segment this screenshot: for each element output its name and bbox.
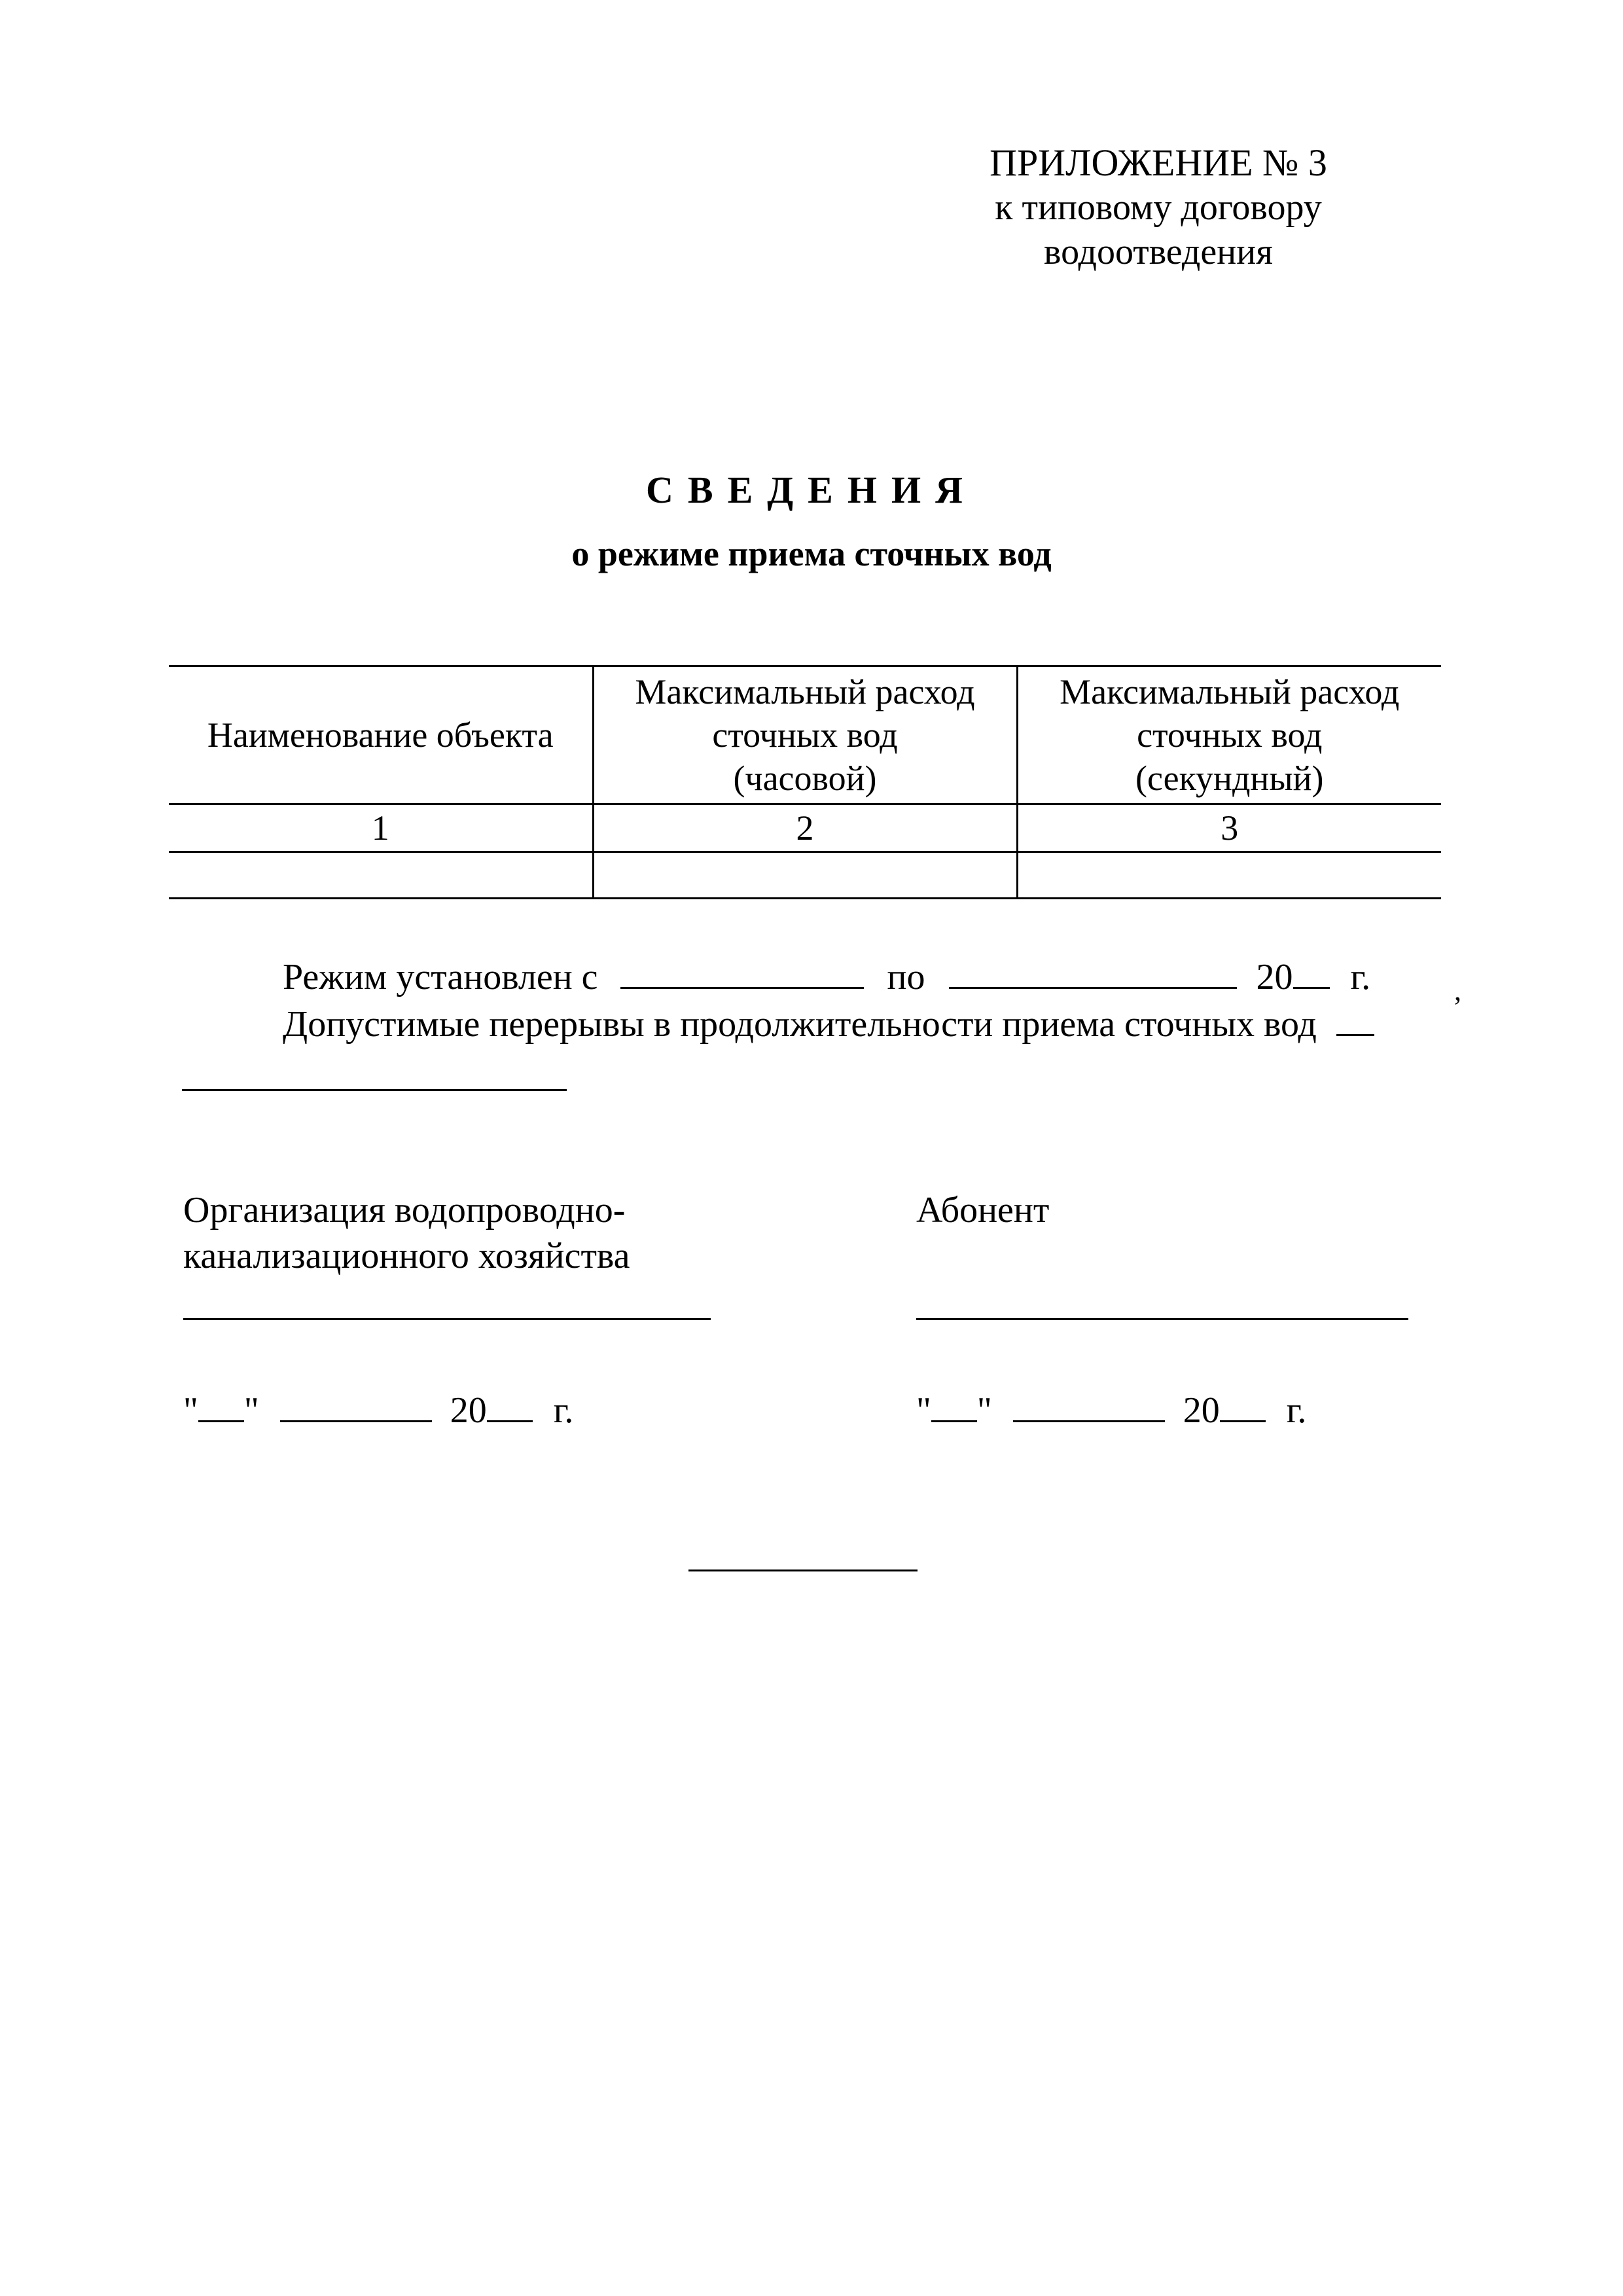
date-right-year-field[interactable] — [1220, 1386, 1266, 1422]
regime-to-field[interactable] — [949, 953, 1237, 989]
regime-from-field[interactable] — [620, 953, 864, 989]
date-left-close-quote: " — [243, 1390, 259, 1431]
signature-left-line-2: канализационного хозяйства — [183, 1236, 630, 1276]
regime-year-suffix: г. — [1350, 957, 1371, 997]
appendix-header — [969, 141, 1348, 274]
header-hourly-line-3: (часовой) — [733, 759, 877, 798]
header-object-name: Наименование объекта — [169, 666, 593, 804]
date-left-year-prefix: 20 — [450, 1390, 487, 1431]
header-secondly-flow — [1017, 666, 1441, 804]
column-number: 3 — [1017, 804, 1441, 852]
table-cell-empty[interactable] — [1017, 852, 1441, 899]
appendix-line-2: к типовому договору — [995, 187, 1322, 228]
column-number: 2 — [593, 804, 1017, 852]
signature-right-label: Абонент — [916, 1190, 1050, 1230]
date-right-open-quote: " — [916, 1390, 931, 1431]
header-hourly-line-1: Максимальный расход — [635, 672, 975, 711]
document-subtitle: о режиме приема сточных вод — [571, 534, 1052, 573]
date-left-open-quote: " — [183, 1390, 198, 1431]
date-right-close-quote: " — [976, 1390, 992, 1431]
signature-left-line-1: Организация водопроводно- — [183, 1190, 626, 1230]
header-secondly-line-1: Максимальный расход — [1060, 672, 1400, 711]
table-number-row — [169, 804, 1441, 852]
date-left-month-field[interactable] — [280, 1386, 432, 1422]
regime-year-prefix: 20 — [1256, 957, 1293, 997]
appendix-line-3: водоотведения — [1044, 232, 1273, 272]
header-hourly-flow — [593, 666, 1017, 804]
regime-to-label: по — [887, 957, 925, 997]
regime-from-label: Режим установлен с — [283, 957, 598, 997]
signature-right-line[interactable] — [916, 1318, 1408, 1320]
document-title: СВЕДЕНИЯ — [646, 469, 977, 511]
header-hourly-line-2: сточных вод — [712, 715, 898, 755]
appendix-title: ПРИЛОЖЕНИЕ № 3 — [990, 141, 1327, 184]
breaks-field-continuation[interactable] — [182, 1089, 567, 1091]
date-left-day-field[interactable] — [198, 1386, 244, 1422]
header-secondly-line-2: сточных вод — [1137, 715, 1323, 755]
signature-left-block — [183, 1187, 630, 1279]
table-header-row — [169, 666, 1441, 804]
breaks-line — [283, 1000, 1374, 1045]
stray-mark: , — [1454, 975, 1461, 1007]
table-row — [169, 852, 1441, 899]
date-right-month-field[interactable] — [1013, 1386, 1165, 1422]
breaks-label: Допустимые перерывы в продолжительности приема сточных вод — [283, 1004, 1317, 1045]
signature-left-line[interactable] — [183, 1318, 711, 1320]
date-right-day-field[interactable] — [931, 1386, 977, 1422]
date-left-year-suffix: г. — [553, 1390, 574, 1431]
regime-year-field[interactable] — [1293, 953, 1330, 989]
closing-separator — [688, 1570, 918, 1571]
date-left-year-field[interactable] — [487, 1386, 533, 1422]
breaks-field-short[interactable] — [1336, 1000, 1374, 1036]
date-right — [916, 1386, 1306, 1431]
date-right-year-prefix: 20 — [1183, 1390, 1220, 1431]
table-cell-empty[interactable] — [593, 852, 1017, 899]
regime-period-line — [283, 953, 1370, 998]
column-number: 1 — [169, 804, 593, 852]
wastewater-table — [169, 665, 1441, 899]
table-cell-empty[interactable] — [169, 852, 593, 899]
date-left — [183, 1386, 573, 1431]
date-right-year-suffix: г. — [1286, 1390, 1307, 1431]
header-secondly-line-3: (секундный) — [1135, 759, 1324, 798]
